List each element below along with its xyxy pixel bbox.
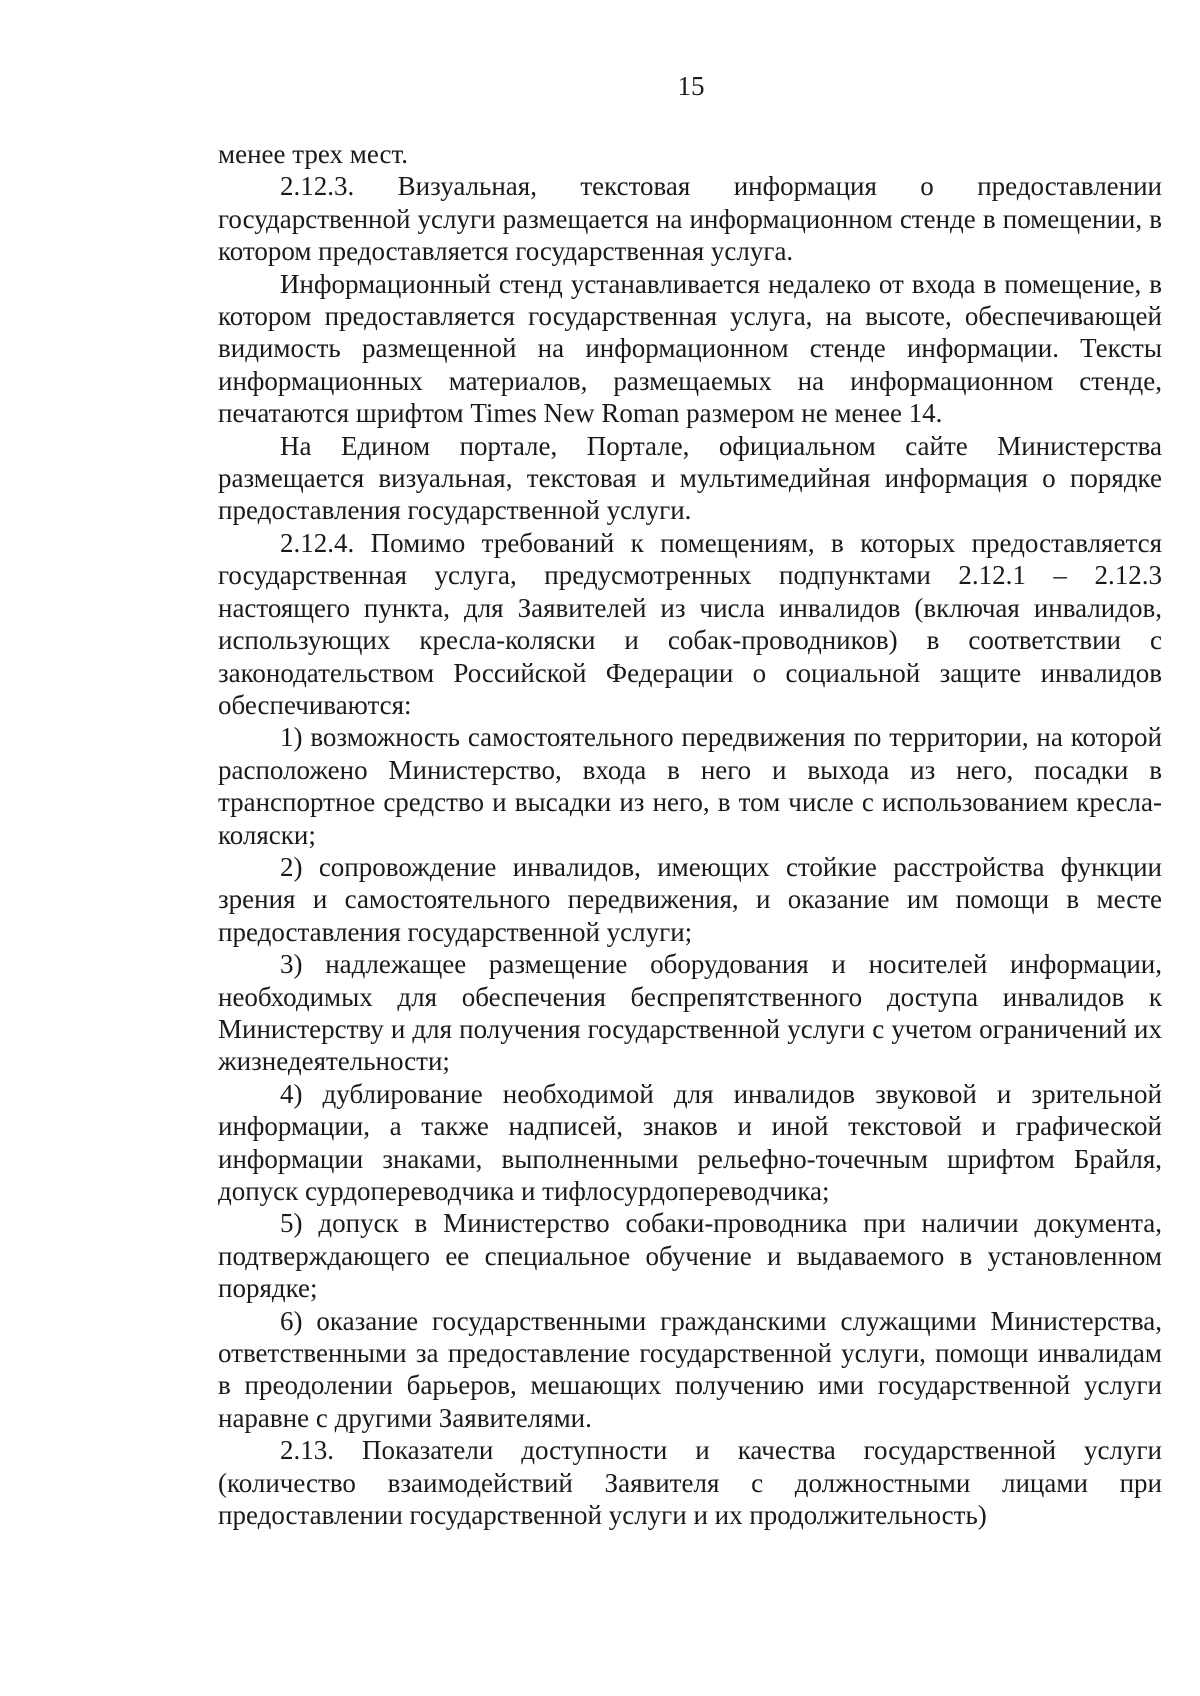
list-item-4: 4) дублирование необходимой для инвалидов звуковой и зрительной информации, а также надписей, знаков и иной текстовой и графической информации знаками, выполненными рельефно-точечным шрифтом Брайля, допуск сурдопереводчика и тифлосурдопереводчика; — [218, 1078, 1162, 1206]
page-number: 15 — [677, 71, 705, 101]
list-item-1: 1) возможность самостоятельного передвижения по территории, на которой расположено Министерство, входа в него и выхода из него, посадки в транспортное средство и высадки из него, в том числе с использованием кресла-коляски; — [218, 722, 1162, 850]
paragraph-2-13: 2.13. Показатели доступности и качества государственной услуги (количество взаимодействий Заявителя с должностными лицами при предоставлении государственной услуги и их продолжительность) — [218, 1435, 1162, 1531]
list-item-2: 2) сопровождение инвалидов, имеющих стойкие расстройства функции зрения и самостоятельного передвижения, и оказание им помощи в месте предоставления государственной услуги; — [218, 851, 1162, 947]
paragraph-2-12-3: 2.12.3. Визуальная, текстовая информация о предоставлении государственной услуги размещается на информационном стенде в помещении, в котором предоставляется государственная услуга. — [218, 171, 1162, 267]
paragraph-continuation: менее трех мест. — [218, 139, 408, 169]
paragraph-info-stand: Информационный стенд устанавливается недалеко от входа в помещение, в котором предоставляется государственная услуга, на высоте, обеспечивающей видимость размещенной на информационном стенде информации. Тексты информационных материалов, размещаемых на информационном стенде, печатаются шрифтом Times New Roman размером не менее 14. — [218, 268, 1162, 429]
list-item-3: 3) надлежащее размещение оборудования и носителей информации, необходимых для обеспечения беспрепятственного доступа инвалидов к Министерству и для получения государственной услуги с учетом ограничений их жизнедеятельности; — [218, 949, 1162, 1077]
paragraph-2-12-4: 2.12.4. Помимо требований к помещениям, в которых предоставляется государственная услуга, предусмотренных подпунктами 2.12.1 – 2.12.3 настоящего пункта, для Заявителей из числа инвалидов (включая инвалидов, использующих кресла-коляски и собак-проводников) в соответствии с законодательством Российской Федерации о социальной защите инвалидов обеспечиваются: — [218, 527, 1162, 720]
list-item-6: 6) оказание государственными гражданскими служащими Министерства, ответственными за предоставление государственной услуги, помощи инвалидам в преодолении барьеров, мешающих получению ими государственной услуги наравне с другими Заявителями. — [218, 1305, 1162, 1433]
paragraph-portal-info: На Едином портале, Портале, официальном сайте Министерства размещается визуальная, текстовая и мультимедийная информация о порядке предоставления государственной услуги. — [218, 430, 1162, 526]
document-body — [218, 138, 1162, 1531]
list-item-5: 5) допуск в Министерство собаки-проводника при наличии документа, подтверждающего ее специальное обучение и выдаваемого в установленном порядке; — [218, 1208, 1162, 1304]
